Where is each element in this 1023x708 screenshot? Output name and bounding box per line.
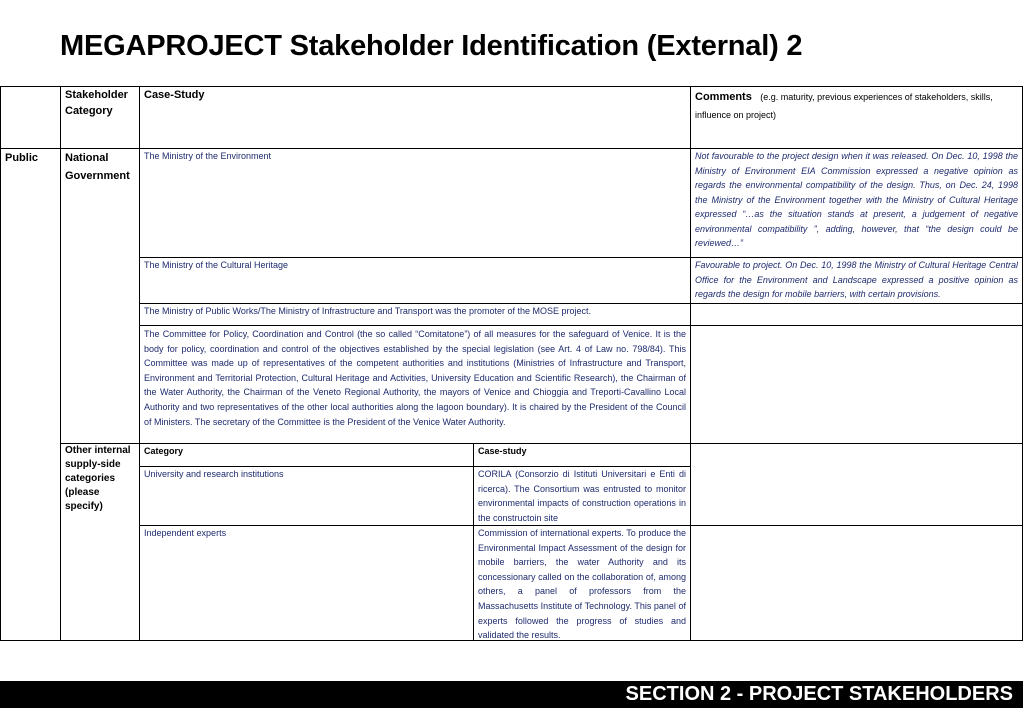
comment-ministry-cultural-heritage: Favourable to project. On Dec. 10, 1998 the Ministry of Cultural Heritage Central Office for the Environment and Landscape expressed a positive opinion as regards the design for mobile barriers, with certain provisions. [695,260,1018,299]
header-comments-note: (e.g. maturity, previous experiences of stakeholders, skills, influence on project) [695,92,993,120]
table-border [139,86,140,641]
case-ministry-public-works: The Ministry of Public Works/The Ministry of Infrastructure and Transport was the promoter of the MOSE project. [144,306,591,316]
other-case-corila: CORILA (Consorzio di Istituti Universitari e Enti di ricerca). The Consortium was entrusted to monitor environmental impacts of construction operations in the constructoin site [478,469,686,523]
public-label: Public [5,152,39,164]
case-ministry-cultural-heritage: The Ministry of the Cultural Heritage [144,260,289,270]
case-comitatone: The Committee for Policy, Coordination and Control (the so called “Comitatone”) of all measures for the safeguard of Venice. It is the body for policy, coordination and control of the objectives established by the special legislation (see Art. 4 of Law no. 798/84). This Committee was made up of representatives of the competent authorities and institutions (Ministries of Infrastructure and Transport, Environment and Territorial Protection, Cultural Heritage and Activities, University Education and Scientific Research), the Chairman of the Water Authority, the Chairman of the Veneto Regional Authority, the mayors of Venice and Chioggia and Treporti-Cavallino Local Authority and two representatives of the other local authorities along the lagoon boundary). It is chaired by the President of the Council of Ministers. The secretary of the Committee is the President of the Venice Water Authority. [144,329,686,427]
other-category-independent-experts: Independent experts [144,528,227,538]
table-border [60,443,1023,444]
table-border [139,325,1023,326]
table-border [690,86,691,641]
table-border [60,86,61,641]
other-categories-label: Other internal supply-side categories (please specify) [65,445,131,512]
page-title: MEGAPROJECT Stakeholder Identification (External) 2 [60,30,803,62]
national-government-label: National Government [65,152,130,182]
comment-ministry-environment: Not favourable to the project design when it was released. On Dec. 10, 1998 the Ministry of Environment EIA Commission expressed a negative opinion as regards the environmental compatibility of the design. Thus, on Dec. 24, 1998 the Ministry of the Environment together with the Ministry of Cultural Heritage expressed “…as the situation stands at present, a judgement of negative environmental compatibility ”, adding, however, that “the design could be reviewed…” [695,151,1018,248]
other-category-university: University and research institutions [144,469,284,479]
table-border [473,443,474,641]
table-border [0,86,1,641]
other-category-header: Category [144,446,184,456]
footer-section-title: SECTION 2 - PROJECT STAKEHOLDERS [625,683,1013,705]
header-comments [695,87,1017,123]
header-stakeholder-category: Stakeholder Category [65,89,128,117]
footer-bar [0,681,1023,708]
other-case-commission: Commission of international experts. To produce the Environmental Impact Assessment of the design for mobile barriers, the water Authority and its concessionary called on the collaboration of, among others, a panel of professors from the Massachusetts Institute of Technology. This panel of experts followed the progress of studies and validated the results. [478,528,686,641]
other-case-study-header: Case-study [478,446,527,456]
header-comments-label: Comments [695,91,752,103]
stakeholder-table [0,86,1023,641]
case-ministry-environment: The Ministry of the Environment [144,151,272,161]
header-case-study: Case-Study [144,89,205,101]
